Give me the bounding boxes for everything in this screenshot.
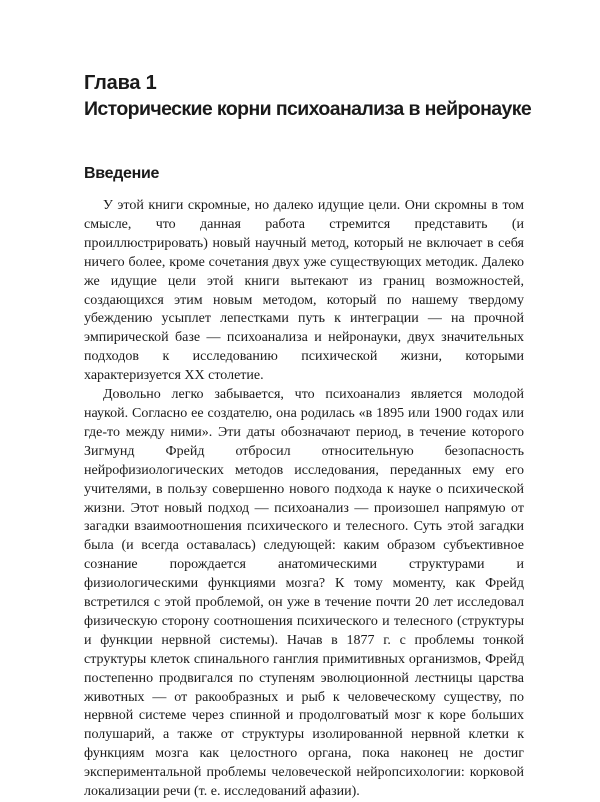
page-content — [84, 70, 532, 802]
section-title: Введение — [84, 165, 160, 182]
chapter-title: Исторические корни психоанализа в нейронауке — [84, 98, 532, 120]
paragraph-history: Довольно легко забывается, что психоанализ является молодой наукой. Согласно ее создателю, она родилась «в 1895 или 1900 годах или где-то между ними». Эти даты обозначают период, в течение которого Зигмунд Фрейд отбросил относительную безопасность нейрофизиологических методов исследования, переданных ему его учителями, в пользу совершенно нового подхода к науке о психической жизни. Этот новый подход — психоанализ — произошел напрямую от загадки взаимоотношения психического и телесного. Суть этой загадки была (и всегда оставалась) следующей: каким образом субъективное сознание порождается анатомическими структурами и физиологическими функциями мозга? К тому моменту, как Фрейд встретился с этой проблемой, он уже в течение почти 20 лет исследовал физическую сторону соотношения психического и телесного (структуры и функции нервной системы). Начав в 1877 г. с проблемы тонкой структуры клеток спинального ганглия примитивных организмов, Фрейд постепенно продвигался по ступеням эволюционной лестницы царства животных — от ракообразных и рыб к человеческому существу, по нервной системе через спинной и продолговатый мозг к коре больших полушарий, а также от структуры изолированной нервной клетки к функциям мозга как целостного органа, пока наконец не достиг экспериментальной проблемы человеческой нейропсихологии: корковой локализации речи (т. е. исследований афазии). — [84, 387, 524, 800]
paragraph-intro: У этой книги скромные, но далеко идущие цели. Они скромны в том смысле, что данная работа стремится представить (и проиллюстрировать) новый научный метод, который не включает в себя ничего более, кроме сочетания двух уже существующих методик. Далеко же идущие цели этой книги вытекают из границ возможностей, создающихся этим новым методом, который по нашему твердому убеждению усыплет лепестками путь к интеграции — на прочной эмпирической базе — психоанализа и нейронауки, двух значительных подходов к исследованию психической жизни, которыми характеризуется XX столетие. — [84, 198, 524, 384]
chapter-number: Глава 1 — [84, 72, 157, 94]
